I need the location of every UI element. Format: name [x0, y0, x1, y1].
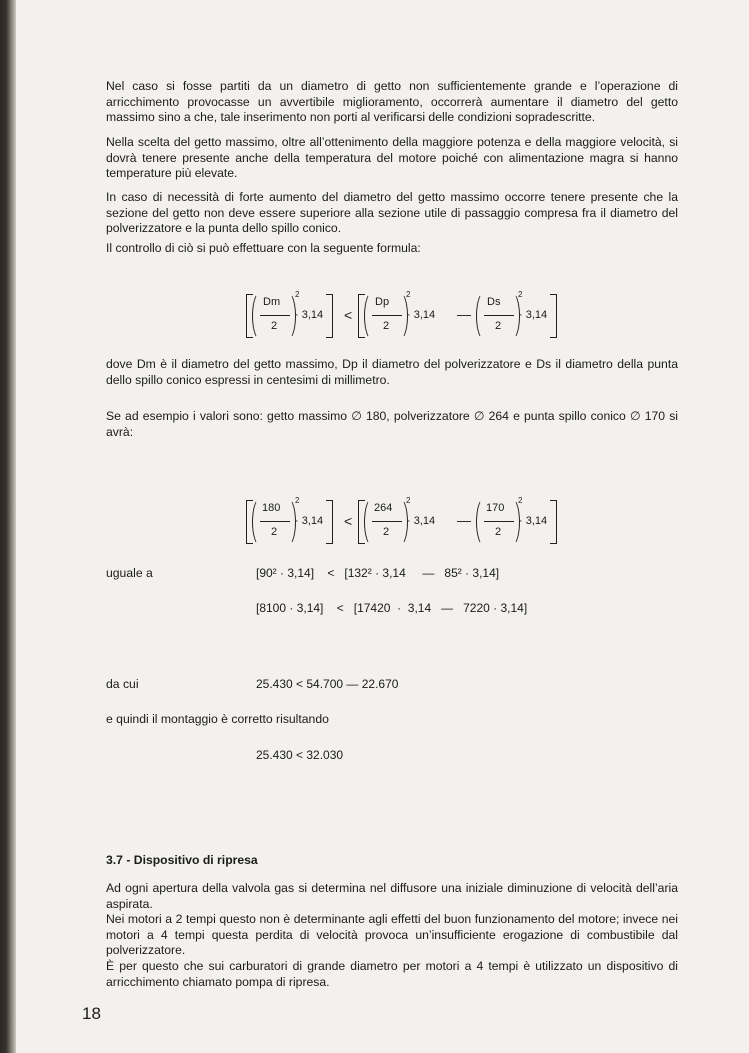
multiplier: · 3,14	[519, 515, 548, 527]
uguale-expression-1: [90² · 3,14] < [132² · 3,14 — 85² · 3,14]	[256, 566, 500, 580]
denominator: 2	[383, 320, 390, 332]
paragraph-text: dove Dm è il diametro del getto massimo, Dp il diametro del polverizzatore e Ds il diametro della punta dello spillo conico espressi in centesimi di millimetro.	[106, 357, 678, 387]
paragraph-pompa-ripresa	[106, 959, 678, 990]
paragraph-motori-tempi	[106, 912, 678, 959]
quindi-text: e quindi il montaggio è corretto risultando	[106, 712, 329, 726]
exponent: 2	[518, 496, 523, 505]
minus-sign: —	[457, 306, 471, 322]
denominator: 2	[271, 320, 278, 332]
multiplier: · 3,14	[519, 309, 548, 321]
exponent: 2	[406, 290, 411, 299]
uguale-expression-2: [8100 · 3,14] < [17420 · 3,14 — 7220 · 3,14]	[256, 601, 528, 615]
less-than-sign: <	[344, 307, 353, 323]
numerator-dp: Dp	[375, 296, 390, 308]
exponent: 2	[295, 496, 300, 505]
numerator-ds: Ds	[487, 296, 501, 308]
uguale-label: uguale a	[106, 566, 153, 580]
numerator-170: 170	[486, 502, 505, 514]
bracket-right	[326, 294, 333, 338]
paragraph-text: Il controllo di ciò si può effettuare con la seguente formula:	[106, 241, 421, 255]
denominator: 2	[271, 526, 278, 538]
dacui-expression: 25.430 < 54.700 — 22.670	[256, 677, 399, 691]
multiplier: · 3,14	[407, 515, 436, 527]
denominator: 2	[495, 320, 502, 332]
exponent: 2	[295, 290, 300, 299]
paren-right	[280, 292, 296, 340]
quindi-expression: 25.430 < 32.030	[256, 748, 344, 762]
bracket-right	[550, 500, 557, 544]
page-binding-shadow	[0, 0, 16, 1053]
minus-sign: —	[457, 512, 471, 528]
less-than-sign: <	[344, 513, 353, 529]
section-heading: 3.7 - Dispositivo di ripresa	[106, 853, 258, 867]
numerator-dm: Dm	[263, 296, 281, 308]
paragraph-text: In caso di necessità di forte aumento del diametro del getto massimo occorre tenere presente che la sezione del getto non deve essere superiore alla sezione utile di passaggio compresa fra il diametro del polverizzatore e la punta dello spillo conico.	[106, 190, 678, 235]
denominator: 2	[383, 526, 390, 538]
multiplier: · 3,14	[295, 515, 324, 527]
multiplier: · 3,14	[295, 309, 324, 321]
formula-symbolic	[240, 290, 570, 342]
paragraph-text: Se ad esempio i valori sono: getto massimo ∅ 180, polverizzatore ∅ 264 e punta spillo conico ∅ 170 si avrà:	[106, 409, 678, 439]
paragraph-text: Nella scelta del getto massimo, oltre all’ottenimento della maggiore potenza e della maggiore velocità, si dovrà tenere presente anche della temperatura del motore poiché con alimentazione magra si hanno temperature più elevate.	[106, 135, 678, 180]
paragraph-scelta-getto	[106, 135, 678, 182]
numerator-264: 264	[374, 502, 393, 514]
paragraph-valvola-gas	[106, 881, 678, 912]
exponent: 2	[406, 496, 411, 505]
paren-right	[504, 290, 523, 340]
paragraph-text: Ad ogni apertura della valvola gas si determina nel diffusore una iniziale diminuzione di velocità dell’aria aspirata.	[106, 881, 678, 911]
paragraph-aumento-diametro	[106, 190, 678, 237]
paragraph-text: Nel caso si fosse partiti da un diametro di getto non sufficientemente grande e l’operazione di arricchimento provocasse un avvertibile miglioramento, occorrerà aumentare il diametro del getto massimo sino a che, tale inserimento non porti al verificarsi delle condizioni sopradescritte.	[106, 79, 678, 124]
page-number: 18	[82, 1004, 101, 1023]
dacui-label: da cui	[106, 677, 139, 691]
paren-right	[504, 496, 523, 546]
bracket-right	[326, 500, 333, 544]
formula-numeric	[240, 496, 570, 548]
bracket-right	[550, 294, 557, 338]
paren-right	[392, 290, 411, 340]
paragraph-formula-intro	[106, 241, 678, 257]
paragraph-getto-diametro	[106, 79, 678, 126]
paragraph-text: Nei motori a 2 tempi questo non è determinante agli effetti del buon funzionamento del motore; invece nei motori a 4 tempi questa perdita di velocità provoca un’insufficiente erogazione di combustibile dal polverizzatore.	[106, 912, 678, 957]
paren-right	[392, 496, 411, 546]
denominator: 2	[495, 526, 502, 538]
exponent: 2	[518, 290, 523, 299]
paragraph-formula-legend	[106, 357, 678, 388]
numerator-180: 180	[262, 502, 281, 514]
paragraph-example-values	[106, 409, 678, 440]
paren-right	[280, 498, 296, 546]
multiplier: · 3,14	[407, 309, 436, 321]
paragraph-text: È per questo che sui carburatori di grande diametro per motori a 4 tempi è utilizzato un dispositivo di arricchimento chiamato pompa di ripresa.	[106, 959, 678, 989]
